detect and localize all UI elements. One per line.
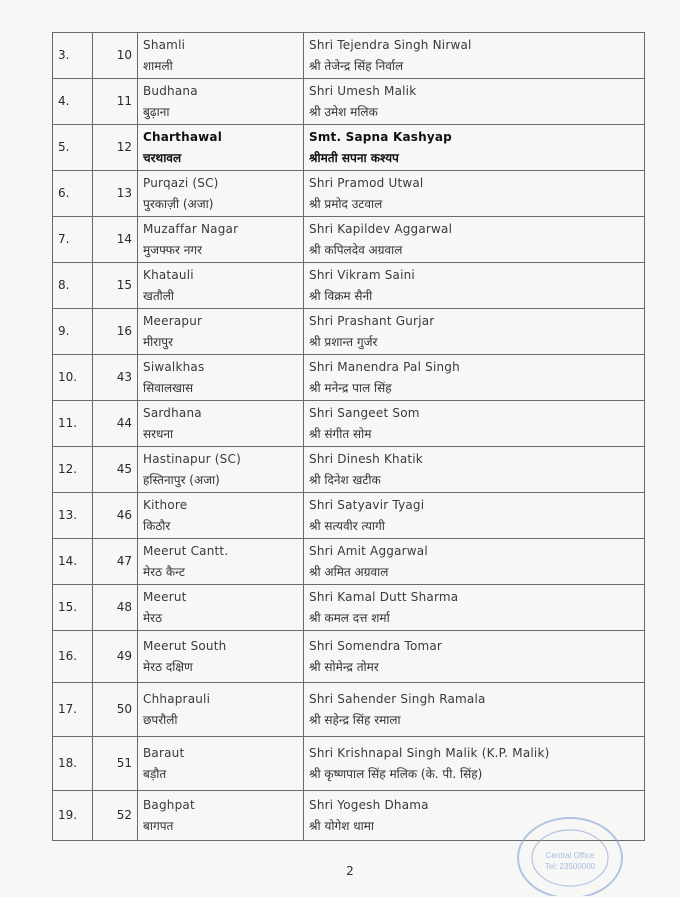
candidate-name-hi: श्री अमित अग्रवाल bbox=[309, 564, 389, 579]
candidate-name-en: Shri Manendra Pal Singh bbox=[309, 359, 460, 374]
constituency-cell bbox=[138, 79, 304, 125]
serial-number: 15. bbox=[53, 585, 93, 631]
table-row bbox=[53, 171, 645, 217]
constituency-name-en: Meerut Cantt. bbox=[143, 543, 229, 558]
serial-number: 16. bbox=[53, 631, 93, 683]
constituency-name-hi: मीरापुर bbox=[143, 334, 174, 349]
candidate-cell bbox=[304, 309, 645, 355]
constituency-name-hi: मेरठ bbox=[143, 610, 163, 625]
candidate-cell bbox=[304, 33, 645, 79]
constituency-number: 10 bbox=[93, 33, 138, 79]
constituency-name-hi: मुजफ्फर नगर bbox=[143, 242, 203, 257]
constituency-name-en: Shamli bbox=[143, 37, 186, 52]
candidate-name-en: Shri Krishnapal Singh Malik (K.P. Malik) bbox=[309, 745, 550, 760]
candidate-name-hi: श्री विक्रम सैनी bbox=[309, 288, 373, 303]
constituency-number: 50 bbox=[93, 683, 138, 737]
serial-number: 8. bbox=[53, 263, 93, 309]
candidate-name-en: Shri Satyavir Tyagi bbox=[309, 497, 425, 512]
candidate-name-en: Shri Sangeet Som bbox=[309, 405, 420, 420]
constituency-name-en: Sardhana bbox=[143, 405, 202, 420]
stamp-line2: Tel: 23500000 bbox=[544, 862, 596, 871]
constituency-name-en: Budhana bbox=[143, 83, 198, 98]
table-row bbox=[53, 263, 645, 309]
candidate-name-en: Shri Yogesh Dhama bbox=[309, 797, 429, 812]
constituency-name-hi: सिवालखास bbox=[143, 380, 194, 395]
constituency-name-hi: बड़ौत bbox=[143, 766, 167, 781]
constituency-name-en: Muzaffar Nagar bbox=[143, 221, 239, 236]
constituency-cell bbox=[138, 447, 304, 493]
serial-number: 13. bbox=[53, 493, 93, 539]
candidate-cell bbox=[304, 171, 645, 217]
serial-number: 6. bbox=[53, 171, 93, 217]
candidate-name-hi: श्रीमती सपना कश्यप bbox=[309, 150, 399, 165]
candidate-name-hi: श्री सोमेन्द्र तोमर bbox=[309, 659, 379, 674]
candidate-cell bbox=[304, 585, 645, 631]
candidate-name-hi: श्री सत्यवीर त्यागी bbox=[309, 518, 385, 533]
candidate-cell bbox=[304, 355, 645, 401]
serial-number: 10. bbox=[53, 355, 93, 401]
constituency-number: 15 bbox=[93, 263, 138, 309]
candidate-cell bbox=[304, 263, 645, 309]
candidate-name-en: Smt. Sapna Kashyap bbox=[309, 129, 452, 144]
candidate-name-hi: श्री सहेन्द्र सिंह रमाला bbox=[309, 712, 401, 727]
page-number: 2 bbox=[346, 864, 354, 878]
serial-number: 14. bbox=[53, 539, 93, 585]
serial-number: 19. bbox=[53, 791, 93, 841]
constituency-number: 14 bbox=[93, 217, 138, 263]
candidate-name-en: Shri Vikram Saini bbox=[309, 267, 415, 282]
table-row bbox=[53, 737, 645, 791]
candidate-cell bbox=[304, 539, 645, 585]
serial-number: 5. bbox=[53, 125, 93, 171]
constituency-number: 11 bbox=[93, 79, 138, 125]
candidate-name-hi: श्री प्रमोद उटवाल bbox=[309, 196, 383, 211]
constituency-name-en: Meerut South bbox=[143, 638, 227, 653]
serial-number: 11. bbox=[53, 401, 93, 447]
table-row bbox=[53, 355, 645, 401]
constituency-number: 45 bbox=[93, 447, 138, 493]
constituency-name-hi: मेरठ दक्षिण bbox=[143, 659, 193, 674]
stamp-line1: Central Office bbox=[545, 851, 595, 860]
candidate-name-hi: श्री प्रशान्त गुर्जर bbox=[309, 334, 378, 349]
candidate-cell bbox=[304, 683, 645, 737]
candidate-name-en: Shri Kapildev Aggarwal bbox=[309, 221, 453, 236]
constituency-name-hi: बुढ़ाना bbox=[143, 104, 170, 119]
constituency-number: 52 bbox=[93, 791, 138, 841]
table-row bbox=[53, 683, 645, 737]
candidate-cell bbox=[304, 79, 645, 125]
serial-number: 3. bbox=[53, 33, 93, 79]
constituency-cell bbox=[138, 355, 304, 401]
candidate-name-en: Shri Somendra Tomar bbox=[309, 638, 443, 653]
constituency-name-en: Chhaprauli bbox=[143, 691, 211, 706]
constituency-cell bbox=[138, 309, 304, 355]
constituency-cell bbox=[138, 585, 304, 631]
constituency-name-en: Hastinapur (SC) bbox=[143, 451, 241, 466]
constituency-cell bbox=[138, 33, 304, 79]
constituency-cell bbox=[138, 539, 304, 585]
candidate-name-en: Shri Amit Aggarwal bbox=[309, 543, 428, 558]
candidate-cell bbox=[304, 447, 645, 493]
constituency-name-hi: बागपत bbox=[143, 818, 174, 833]
constituency-name-hi: छपरौली bbox=[143, 712, 178, 727]
candidate-name-en: Shri Prashant Gurjar bbox=[309, 313, 435, 328]
constituency-cell bbox=[138, 171, 304, 217]
candidate-name-hi: श्री कृष्णपाल सिंह मलिक (के. पी. सिंह) bbox=[309, 766, 483, 781]
table-row bbox=[53, 631, 645, 683]
constituency-cell bbox=[138, 263, 304, 309]
table-row bbox=[53, 79, 645, 125]
constituency-name-hi: खतौली bbox=[143, 288, 175, 303]
constituency-name-en: Charthawal bbox=[143, 129, 223, 144]
table-row bbox=[53, 217, 645, 263]
table-row bbox=[53, 585, 645, 631]
table-row bbox=[53, 401, 645, 447]
constituency-name-en: Purqazi (SC) bbox=[143, 175, 219, 190]
constituency-number: 48 bbox=[93, 585, 138, 631]
constituency-cell bbox=[138, 737, 304, 791]
constituency-name-hi: हस्तिनापुर (अजा) bbox=[143, 472, 220, 487]
candidate-name-en: Shri Kamal Dutt Sharma bbox=[309, 589, 459, 604]
serial-number: 4. bbox=[53, 79, 93, 125]
candidate-name-en: Shri Dinesh Khatik bbox=[309, 451, 423, 466]
constituency-cell bbox=[138, 631, 304, 683]
constituency-cell bbox=[138, 493, 304, 539]
constituency-cell bbox=[138, 791, 304, 841]
constituency-name-en: Meerapur bbox=[143, 313, 203, 328]
candidate-name-hi: श्री संगीत सोम bbox=[309, 426, 372, 441]
constituency-name-en: Baghpat bbox=[143, 797, 195, 812]
constituency-cell bbox=[138, 217, 304, 263]
candidate-cell bbox=[304, 631, 645, 683]
candidate-name-hi: श्री दिनेश खटीक bbox=[309, 472, 381, 487]
constituency-name-hi: पुरकाज़ी (अजा) bbox=[143, 196, 214, 211]
constituency-number: 12 bbox=[93, 125, 138, 171]
candidate-cell bbox=[304, 125, 645, 171]
constituency-number: 43 bbox=[93, 355, 138, 401]
candidate-name-en: Shri Pramod Utwal bbox=[309, 175, 424, 190]
serial-number: 17. bbox=[53, 683, 93, 737]
candidate-name-en: Shri Tejendra Singh Nirwal bbox=[309, 37, 472, 52]
constituency-number: 44 bbox=[93, 401, 138, 447]
constituency-number: 49 bbox=[93, 631, 138, 683]
constituency-cell bbox=[138, 401, 304, 447]
constituency-number: 51 bbox=[93, 737, 138, 791]
candidate-name-hi: श्री योगेश धामा bbox=[309, 818, 374, 833]
constituency-name-hi: चरथावल bbox=[143, 150, 182, 165]
candidate-cell bbox=[304, 493, 645, 539]
constituency-name-en: Siwalkhas bbox=[143, 359, 205, 374]
constituency-name-hi: सरधना bbox=[143, 426, 174, 441]
constituency-number: 16 bbox=[93, 309, 138, 355]
candidate-name-hi: श्री कमल दत्त शर्मा bbox=[309, 610, 390, 625]
constituency-name-hi: शामली bbox=[143, 58, 173, 73]
candidate-cell bbox=[304, 401, 645, 447]
serial-number: 9. bbox=[53, 309, 93, 355]
table-row bbox=[53, 33, 645, 79]
candidate-cell bbox=[304, 217, 645, 263]
table-row bbox=[53, 309, 645, 355]
serial-number: 12. bbox=[53, 447, 93, 493]
constituency-name-en: Baraut bbox=[143, 745, 185, 760]
candidate-name-hi: श्री मनेन्द्र पाल सिंह bbox=[309, 380, 392, 395]
office-stamp bbox=[514, 812, 626, 896]
candidate-name-en: Shri Sahender Singh Ramala bbox=[309, 691, 486, 706]
constituency-number: 46 bbox=[93, 493, 138, 539]
candidate-name-hi: श्री तेजेन्द्र सिंह निर्वाल bbox=[309, 58, 404, 73]
table-row bbox=[53, 447, 645, 493]
candidate-name-en: Shri Umesh Malik bbox=[309, 83, 417, 98]
candidate-name-hi: श्री कपिलदेव अग्रवाल bbox=[309, 242, 403, 257]
constituency-cell bbox=[138, 683, 304, 737]
constituency-name-hi: किठौर bbox=[143, 518, 171, 533]
constituency-name-hi: मेरठ कैन्ट bbox=[143, 564, 185, 579]
serial-number: 18. bbox=[53, 737, 93, 791]
table-row bbox=[53, 539, 645, 585]
table-row bbox=[53, 493, 645, 539]
candidate-table bbox=[52, 32, 645, 841]
candidate-cell bbox=[304, 737, 645, 791]
serial-number: 7. bbox=[53, 217, 93, 263]
table-row bbox=[53, 125, 645, 171]
candidate-name-hi: श्री उमेश मलिक bbox=[309, 104, 378, 119]
constituency-name-en: Meerut bbox=[143, 589, 187, 604]
constituency-name-en: Kithore bbox=[143, 497, 188, 512]
constituency-name-en: Khatauli bbox=[143, 267, 194, 282]
constituency-cell bbox=[138, 125, 304, 171]
constituency-number: 47 bbox=[93, 539, 138, 585]
candidate-table-body bbox=[53, 33, 645, 841]
constituency-number: 13 bbox=[93, 171, 138, 217]
